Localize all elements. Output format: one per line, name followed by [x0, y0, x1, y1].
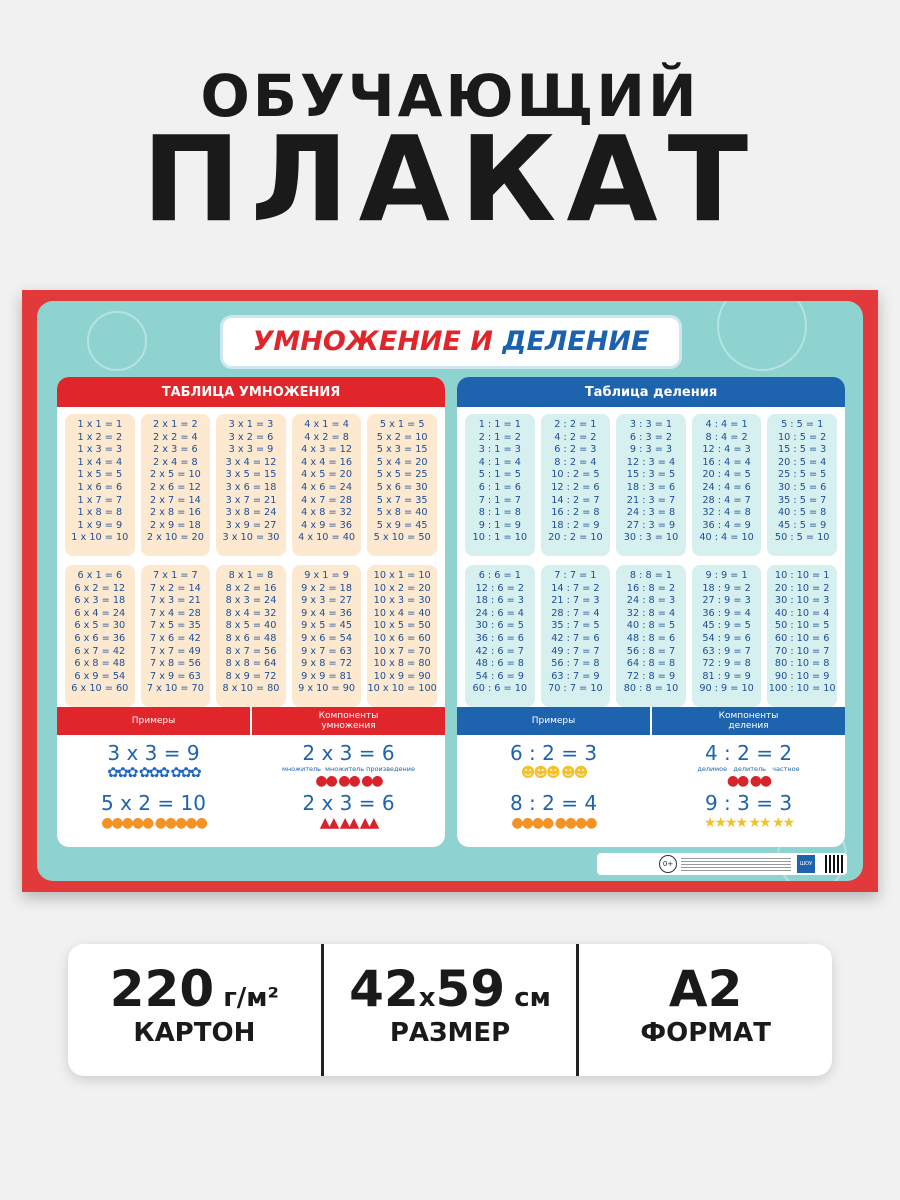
orange-icons: ●●●● ●●●●: [511, 815, 596, 831]
examples-header: Примеры: [57, 707, 250, 735]
spec-number: 42: [349, 960, 419, 1018]
mult-column: 8 x 1 = 8 8 x 2 = 16 8 x 3 = 24 8 x 4 = 32 8 x 5 = 40 8 x 6 = 48 8 x 7 = 56 8 x 8 = 64 8 x 9 = 72 8 x 10 = 80: [216, 565, 286, 707]
title-part-2: ДЕЛЕНИЕ: [502, 326, 650, 357]
component-equation: 9 : 3 = 3: [704, 791, 793, 815]
qr-code-icon: [825, 855, 843, 873]
div-grid-top: [465, 414, 837, 556]
component-labels: множитель множитель произведение: [282, 765, 415, 773]
div-column: 4 : 4 = 1 8 : 4 = 2 12 : 4 = 3 16 : 4 = 4 20 : 4 = 5 24 : 4 = 6 28 : 4 = 7 32 : 4 = 8 36 : 4 = 9 40 : 4 = 10: [692, 414, 762, 556]
spec-value: [324, 960, 577, 1018]
mult-column: 1 x 1 = 1 1 x 2 = 2 1 x 3 = 3 1 x 4 = 4 1 x 5 = 5 1 x 6 = 6 1 x 7 = 7 1 x 8 = 8 1 x 9 = 9 1 x 10 = 10: [65, 414, 135, 556]
spec-label: ФОРМАТ: [640, 1018, 772, 1048]
div-examples: [457, 707, 845, 847]
mult-column: 9 x 1 = 9 9 x 2 = 18 9 x 3 = 27 9 x 4 = 36 9 x 5 = 45 9 x 6 = 54 9 x 7 = 63 9 x 8 = 72 9 x 9 = 81 9 x 10 = 90: [292, 565, 362, 707]
mult-examples: [57, 707, 445, 847]
div-column: 10 : 10 = 1 20 : 10 = 2 30 : 10 = 3 40 : 10 = 4 50 : 10 = 5 60 : 10 = 6 70 : 10 = 7 80 : 10 = 8 90 : 10 = 9 100 : 10 = 10: [767, 565, 837, 707]
brand-logo: ШОУ: [797, 855, 815, 873]
example-equation: 8 : 2 = 4: [509, 791, 598, 815]
multiplication-title: ТАБЛИЦА УМНОЖЕНИЯ: [57, 377, 445, 407]
fine-print: [681, 857, 791, 871]
example-equation: 3 x 3 = 9: [107, 741, 200, 765]
watermelon-icons: ▲▲ ▲▲ ▲▲: [319, 815, 378, 831]
component-equation: 2 x 3 = 6: [302, 791, 395, 815]
mult-column: 6 x 1 = 6 6 x 2 = 12 6 x 3 = 18 6 x 4 = 24 6 x 5 = 30 6 x 6 = 36 6 x 7 = 42 6 x 8 = 48 6 x 9 = 54 6 x 10 = 60: [65, 565, 135, 707]
spec-value: [68, 960, 321, 1018]
components-header: Компоненты умножения: [252, 707, 445, 735]
mult-column: 10 x 1 = 10 10 x 2 = 20 10 x 3 = 30 10 x 4 = 40 10 x 5 = 50 10 x 6 = 60 10 x 7 = 70 10 x 8 = 80 10 x 9 = 90 10 x 10 = 100: [367, 565, 437, 707]
title-part-1: УМНОЖЕНИЕ И: [252, 326, 493, 357]
mult-column: 4 x 1 = 4 4 x 2 = 8 4 x 3 = 12 4 x 4 = 16 4 x 5 = 20 4 x 6 = 24 4 x 7 = 28 4 x 8 = 32 4 x 9 = 36 4 x 10 = 40: [292, 414, 362, 556]
mult-column: 2 x 1 = 2 2 x 2 = 4 2 x 3 = 6 2 x 4 = 8 2 x 5 = 10 2 x 6 = 12 2 x 7 = 14 2 x 8 = 16 2 x 9 = 18 2 x 10 = 20: [141, 414, 211, 556]
spec-format: [576, 944, 832, 1076]
specs-card: [68, 944, 832, 1076]
examples-header: Примеры: [457, 707, 650, 735]
div-column: 6 : 6 = 1 12 : 6 = 2 18 : 6 = 3 24 : 6 = 4 30 : 6 = 5 36 : 6 = 6 42 : 6 = 7 48 : 6 = 8 54 : 6 = 9 60 : 6 = 10: [465, 565, 535, 707]
flower-icons: ✿✿✿ ✿✿✿ ✿✿✿: [107, 765, 200, 781]
div-column: 8 : 8 = 1 16 : 8 = 2 24 : 8 = 3 32 : 8 = 4 40 : 8 = 5 48 : 8 = 6 56 : 8 = 7 64 : 8 = 8 72 : 8 = 9 80 : 8 = 10: [616, 565, 686, 707]
example-equation: 6 : 2 = 3: [509, 741, 598, 765]
mult-column: 5 x 1 = 5 5 x 2 = 10 5 x 3 = 15 5 x 4 = 20 5 x 5 = 25 5 x 6 = 30 5 x 7 = 35 5 x 8 = 40 5 x 9 = 45 5 x 10 = 50: [367, 414, 437, 556]
component-equation: 4 : 2 = 2: [704, 741, 793, 765]
header-line-1: ОБУЧАЮЩИЙ: [200, 62, 700, 130]
orange-icons: ●●●●● ●●●●●: [101, 815, 206, 831]
spec-paper: [68, 944, 321, 1076]
decor-circle: [717, 301, 807, 371]
division-title: Таблица деления: [457, 377, 845, 407]
apple-icons: ●● ●●: [726, 773, 771, 789]
mult-column: 7 x 1 = 7 7 x 2 = 14 7 x 3 = 21 7 x 4 = 28 7 x 5 = 35 7 x 6 = 42 7 x 7 = 49 7 x 8 = 56 7 x 9 = 63 7 x 10 = 70: [141, 565, 211, 707]
spec-number: 220: [109, 960, 215, 1018]
mult-grid-bottom: [65, 565, 437, 707]
div-column: 9 : 9 = 1 18 : 9 = 2 27 : 9 = 3 36 : 9 = 4 45 : 9 = 5 54 : 9 = 6 63 : 9 = 7 72 : 9 = 8 81 : 9 = 9 90 : 9 = 10: [692, 565, 762, 707]
div-column: 5 : 5 = 1 10 : 5 = 2 15 : 5 = 3 20 : 5 = 4 25 : 5 = 5 30 : 5 = 6 35 : 5 = 7 40 : 5 = 8 45 : 5 = 9 50 : 5 = 10: [767, 414, 837, 556]
cherry-icons: ●● ●● ●●: [315, 773, 382, 789]
mult-grid-top: [65, 414, 437, 556]
spec-size: [321, 944, 577, 1076]
mult-column: 3 x 1 = 3 3 x 2 = 6 3 x 3 = 9 3 x 4 = 12 3 x 5 = 15 3 x 6 = 18 3 x 7 = 21 3 x 8 = 24 3 x 9 = 27 3 x 10 = 30: [216, 414, 286, 556]
component-labels: делимое делитель частное: [697, 765, 800, 773]
spec-label: РАЗМЕР: [389, 1018, 511, 1048]
div-column: 7 : 7 = 1 14 : 7 = 2 21 : 7 = 3 28 : 7 = 4 35 : 7 = 5 42 : 7 = 6 49 : 7 = 7 56 : 7 = 8 63 : 7 = 9 70 : 7 = 10: [541, 565, 611, 707]
spec-unit: г/м²: [223, 983, 279, 1013]
header-line-2: ПЛАКАТ: [141, 110, 759, 248]
spec-label: КАРТОН: [133, 1018, 256, 1048]
decor-circle: [87, 311, 147, 371]
smiley-icons: ☻☻☻ ☻☻: [520, 765, 587, 781]
poster-inner: [37, 301, 863, 881]
age-rating: 0+: [659, 855, 677, 873]
spec-value: A2: [668, 960, 743, 1018]
star-icons: ★★★★ ★★ ★★: [703, 815, 794, 831]
components-header: Компоненты деления: [652, 707, 845, 735]
spec-unit: см: [514, 983, 551, 1013]
poster-footer: [597, 853, 847, 875]
poster: [22, 290, 878, 892]
div-grid-bottom: [465, 565, 837, 707]
div-column: 3 : 3 = 1 6 : 3 = 2 9 : 3 = 3 12 : 3 = 4 15 : 3 = 5 18 : 3 = 6 21 : 3 = 7 24 : 3 = 8 27 : 3 = 9 30 : 3 = 10: [616, 414, 686, 556]
poster-title: [220, 315, 682, 369]
spec-number: 59: [435, 960, 506, 1018]
div-column: 2 : 2 = 1 4 : 2 = 2 6 : 2 = 3 8 : 2 = 4 10 : 2 = 5 12 : 2 = 6 14 : 2 = 7 16 : 2 = 8 18 : 2 = 9 20 : 2 = 10: [541, 414, 611, 556]
component-equation: 2 x 3 = 6: [302, 741, 395, 765]
div-column: 1 : 1 = 1 2 : 1 = 2 3 : 1 = 3 4 : 1 = 4 5 : 1 = 5 6 : 1 = 6 7 : 1 = 7 8 : 1 = 8 9 : 1 = 9 10 : 1 = 10: [465, 414, 535, 556]
spec-times: x: [418, 983, 436, 1013]
division-panel: [457, 377, 845, 847]
example-equation: 5 x 2 = 10: [101, 791, 206, 815]
multiplication-panel: [57, 377, 445, 847]
